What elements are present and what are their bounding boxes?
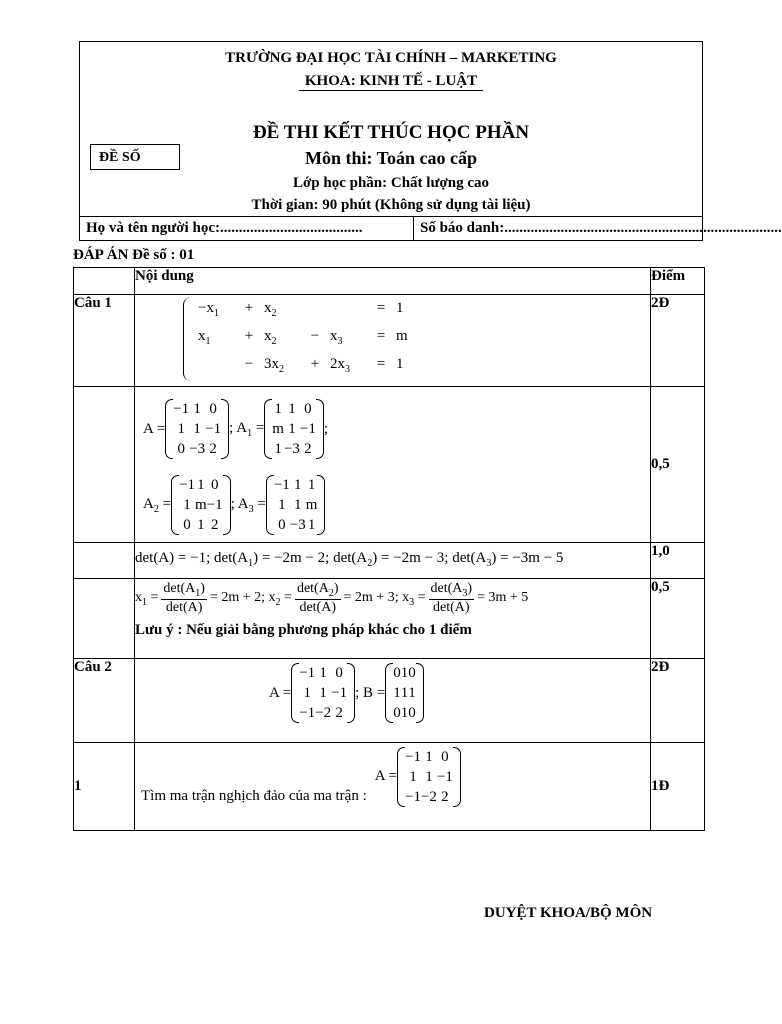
note-text: Lưu ý : Nếu giải bằng phương pháp khác cho 1 điểm xyxy=(135,621,472,638)
exam-time: Thời gian: 90 phút (Không sử dụng tài liệu) xyxy=(251,197,531,213)
question-label: Câu 2 xyxy=(74,659,135,743)
header-content: Nội dung xyxy=(135,268,651,295)
student-name-field: Họ và tên người học:...................................... xyxy=(86,220,363,236)
question-text: Tìm ma trận nghịch đảo của ma trận : xyxy=(141,788,367,804)
matrices-A-A1-A2-A3: A = −1 1 0 1 1 −1 0 −3 2 ; $A_1$ = 1 1 0 m 1 −1 1 −3 2 ; $A_2$ = −1 1 0 1 m −1 0 1 2 ; $A_3$ = −1 1 1 1 1 m 0 −3 1 xyxy=(135,387,651,543)
equation-system: $-x_1$ + $x_2$ = 1 $x_1$ + $x_2$ − $x_3$ = m − $3x_2$ + $2x_3$ = 1 xyxy=(135,295,651,387)
exam-subject: Môn thi: Toán cao cấp xyxy=(304,148,478,168)
score-cell: 2Đ xyxy=(651,659,705,743)
school-name: TRƯỜNG ĐẠI HỌC TÀI CHÍNH – MARKETING xyxy=(225,50,557,66)
student-id-field: Số báo danh:.......................................................................... xyxy=(420,220,782,236)
inverse-matrix-question: Tìm ma trận nghịch đảo của ma trận : A = −1 1 0 1 1 −1 −1 −2 2 xyxy=(135,743,651,831)
faculty-name: KHOA: KINH TẾ - LUẬT xyxy=(80,73,702,90)
header-score: Điểm xyxy=(651,268,705,295)
row-divider xyxy=(413,217,414,241)
table-header-row xyxy=(74,268,705,295)
score-cell: 0,5 xyxy=(651,579,705,659)
answer-table xyxy=(73,267,705,831)
student-info-row xyxy=(80,216,782,241)
determinants-formula: det(A) = −1; $\det(A_1) = -2m - 2$; $\det(A_2) = -2m - 3$; $\det(A_3) = -3m - 5$ xyxy=(135,543,651,579)
score-cell: 1Đ xyxy=(651,743,705,831)
table-row xyxy=(74,543,705,579)
matrices-A-B: A = −1 1 0 1 1 −1 −1 −2 2 ; B = 0 1 0 1 1 1 0 1 0 xyxy=(135,659,651,743)
table-row xyxy=(74,743,705,831)
table-row xyxy=(74,295,705,387)
subquestion-label: 1 xyxy=(74,743,135,831)
table-row xyxy=(74,579,705,659)
table-row xyxy=(74,659,705,743)
empty-cell xyxy=(74,579,135,659)
score-cell: 1,0 xyxy=(651,543,705,579)
empty-cell xyxy=(74,387,135,543)
header-cell-empty xyxy=(74,268,135,295)
answer-title: ĐÁP ÁN Đề số : 01 xyxy=(73,247,195,263)
table-row xyxy=(74,387,705,543)
exam-class: Lớp học phần: Chất lượng cao xyxy=(292,175,490,191)
empty-cell xyxy=(74,543,135,579)
exam-title: ĐỀ THI KẾT THÚC HỌC PHẦN xyxy=(252,122,530,143)
cramer-solution: $x_1$ = $\frac{\det(A_1)}{\det(A)}$ = 2m + 2; $x_2$ = $\frac{\det(A_2)}{\det(A)}$ = 2m + 3; $x_3$ = $\frac{\det(A_3)}{\det(A)}$ = 3m + 5 Lưu ý : Nếu giải bằng phương pháp khác cho 1 điểm xyxy=(135,579,651,659)
approval-label: DUYỆT KHOA/BỘ MÔN xyxy=(484,905,653,921)
score-cell: 0,5 xyxy=(651,387,705,543)
header-box xyxy=(79,41,782,241)
question-label: Câu 1 xyxy=(74,295,135,387)
score-cell: 2Đ xyxy=(651,295,705,387)
de-so-box: ĐỀ SỐ xyxy=(90,144,180,170)
